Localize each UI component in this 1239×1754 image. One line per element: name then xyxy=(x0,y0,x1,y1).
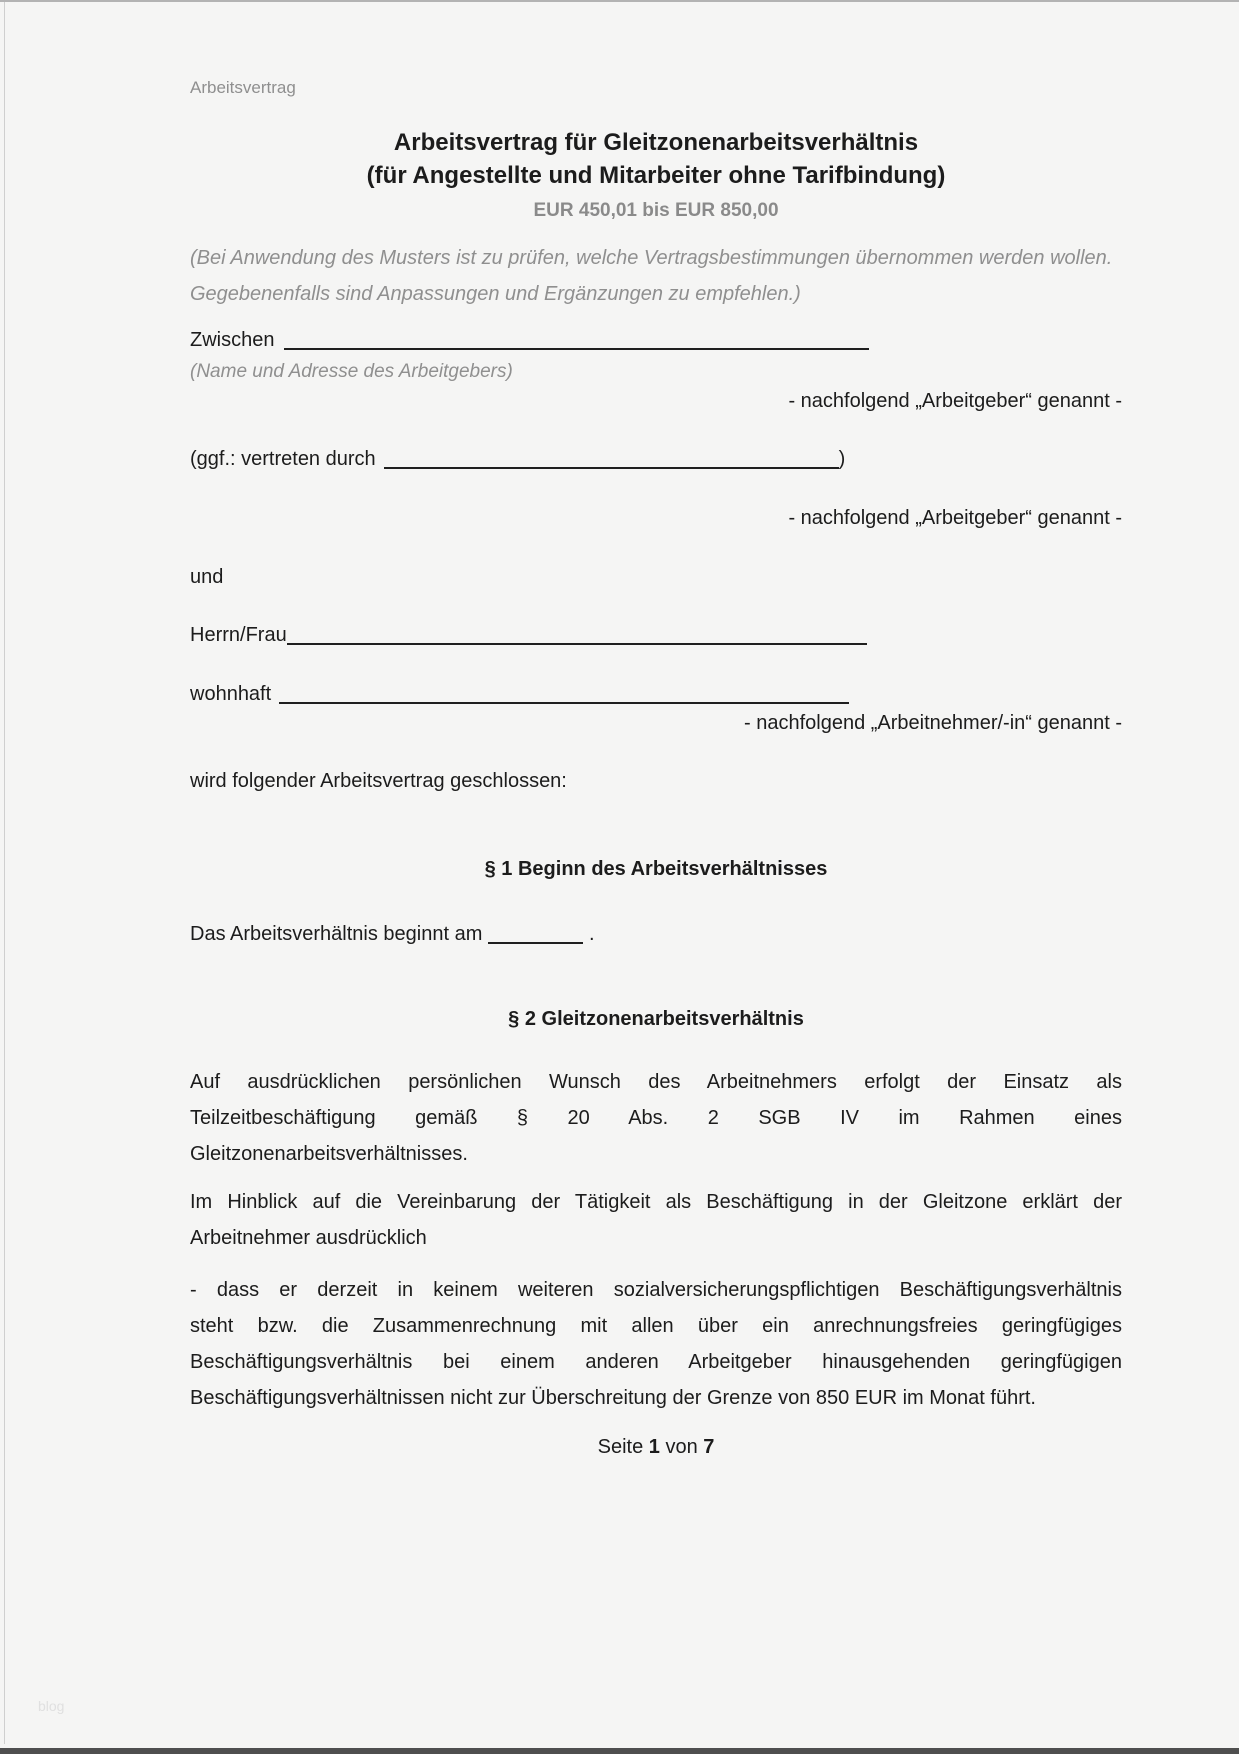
running-header: Arbeitsvertrag xyxy=(190,78,296,97)
page-top-border xyxy=(0,0,1239,2)
zwischen-row xyxy=(190,328,1122,352)
section-2-paragraph-3: - dass er derzeit in keinem weiteren sozialversicherungspflichtigen Beschäftigungsverhältnis steht bzw. die Zusammenrechnung mit allen über ein anrechnungsfreies geringfügiges Beschäftigungsverhältnis bei einem anderen Arbeitgeber hinausgehenden geringfügigen Beschäftigungsverhältnissen nicht zur Überschreitung der Grenze von 850 EUR im Monat führt. xyxy=(190,1279,1122,1409)
employer-tag-1: - nachfolgend „Arbeitgeber“ genannt - xyxy=(788,390,1122,412)
title-line-1: Arbeitsvertrag für Gleitzonenarbeitsverhältnis xyxy=(393,129,919,156)
employee-name-blank xyxy=(287,625,867,645)
vertreten-row xyxy=(190,447,1122,471)
wohnhaft-label: wohnhaft xyxy=(190,683,272,705)
section-1-body xyxy=(190,922,1122,946)
wohnhaft-row xyxy=(190,682,1122,706)
zwischen-label: Zwischen xyxy=(190,329,275,351)
page-footer xyxy=(190,1435,1122,1459)
employer-name-blank xyxy=(284,330,869,350)
document-title xyxy=(190,126,1122,223)
employer-address-hint: (Name und Adresse des Arbeitgebers) xyxy=(190,361,513,382)
contract-closing-line: wird folgender Arbeitsvertrag geschlossen: xyxy=(190,770,567,792)
start-date-blank xyxy=(488,924,583,944)
usage-note: (Bei Anwendung des Musters ist zu prüfen, welche Vertragsbestimmungen übernommen werden wollen. Gegebenenfalls sind Anpassungen und Ergänzungen zu empfehlen.) xyxy=(190,247,1113,305)
vertreten-label: (ggf.: vertreten durch xyxy=(190,448,376,470)
page-bottom-bar xyxy=(0,1748,1239,1754)
employee-address-blank xyxy=(279,684,849,704)
herrnfrau-label: Herrn/Frau xyxy=(190,624,287,646)
page-left-border xyxy=(4,2,5,1744)
section-1-heading: § 1 Beginn des Arbeitsverhältnisses xyxy=(484,858,828,880)
employer-tag-2: - nachfolgend „Arbeitgeber“ genannt - xyxy=(788,507,1122,529)
section-2-paragraph-2: Im Hinblick auf die Vereinbarung der Tätigkeit als Beschäftigung in der Gleitzone erklärt der Arbeitnehmer ausdrücklich xyxy=(190,1191,1122,1249)
title-salary-range: EUR 450,01 bis EUR 850,00 xyxy=(533,200,779,221)
section-2-heading: § 2 Gleitzonenarbeitsverhältnis xyxy=(508,1008,804,1030)
beginn-text: Das Arbeitsverhältnis beginnt am xyxy=(190,923,483,945)
section-2-paragraph-1: Auf ausdrücklichen persönlichen Wunsch des Arbeitnehmers erfolgt der Einsatz als Teilzeitbeschäftigung gemäß § 20 Abs. 2 SGB IV im Rahmen eines Gleitzonenarbeitsverhältnisses. xyxy=(190,1071,1122,1165)
herrnfrau-row xyxy=(190,623,1122,647)
footer-current-page: 1 xyxy=(648,1436,660,1458)
und-label: und xyxy=(190,566,224,588)
footer-infix: von xyxy=(665,1436,698,1458)
footer-prefix: Seite xyxy=(597,1436,644,1458)
vertreten-close-paren: ) xyxy=(838,448,846,470)
footer-total-pages: 7 xyxy=(703,1436,715,1458)
watermark-text: blog xyxy=(38,1698,65,1714)
representative-blank xyxy=(384,449,839,469)
employee-tag: - nachfolgend „Arbeitnehmer/-in“ genannt - xyxy=(744,712,1122,734)
title-line-2: (für Angestellte und Mitarbeiter ohne Tarifbindung) xyxy=(366,162,946,189)
beginn-period: . xyxy=(588,923,595,945)
